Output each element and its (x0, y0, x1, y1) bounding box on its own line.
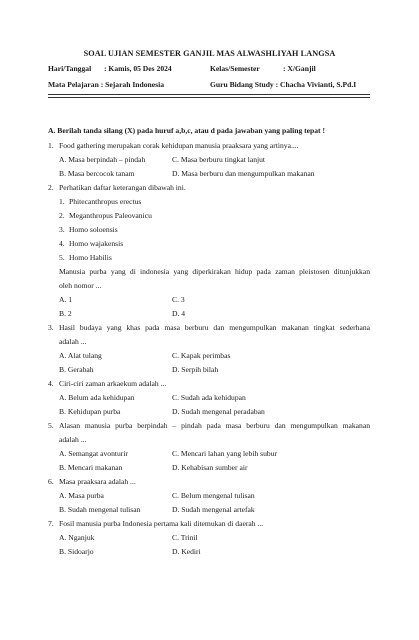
option-b: B. Sidoarjo (59, 547, 94, 556)
list-item: Meganthropus Paleovanicu (69, 211, 152, 220)
option-d: D. Sudah mengenal peradaban (172, 407, 265, 416)
question-number: 1. (48, 141, 54, 150)
option-b: B. Sudah mengenal tulisan (59, 505, 141, 514)
list-item-number: 2. (59, 211, 65, 220)
option-a: A. Masa berpindah – pindah (59, 155, 146, 164)
question-number: 2. (48, 183, 54, 192)
option-c: C. Sudah ada kehidupan (172, 393, 246, 402)
question-text: Perhatikan daftar keterangan dibawah ini. (59, 183, 186, 192)
header-rule-bottom (48, 97, 370, 98)
option-b: B. Gerabah (59, 365, 94, 374)
list-item: Homo Habilis (69, 253, 112, 262)
question-number: 5. (48, 421, 54, 430)
list-item-number: 1. (59, 197, 65, 206)
question-text: Ciri-ciri zaman arkaekum adalah ... (59, 379, 167, 388)
subject-label: Mata Pelajaran : Sejarah Indonesia (48, 80, 165, 89)
option-c: C. 3 (172, 295, 185, 304)
question-number: 4. (48, 379, 54, 388)
list-item-number: 3. (59, 225, 65, 234)
option-a: A. Masa purba (59, 491, 104, 500)
class-value: : X/Ganjil (283, 64, 316, 73)
option-a: A. Semangat avonturir (59, 449, 128, 458)
list-item-number: 5. (59, 253, 65, 262)
question-text: Fosil manusia purba Indonesia pertama kali ditemukan di daerah ... (59, 519, 264, 528)
option-b: B. Masa bercocok tanam (59, 169, 135, 178)
class-label: Kelas/Semester (210, 64, 260, 73)
question-text: Hasil budaya yang khas pada masa berburu dan mengumpulkan makanan tingkat sederhana (59, 323, 370, 332)
option-b: B. Mencari makanan (59, 463, 123, 472)
option-d: D. Masa berburu dan mengumpulkan makanan (172, 169, 315, 178)
option-c: C. Mencari lahan yang lebih subur (172, 449, 278, 458)
option-d: D. Sudah mengenal artefak (172, 505, 255, 514)
question-number: 3. (48, 323, 54, 332)
list-item: Homo soloensis (69, 225, 118, 234)
option-a: A. 1 (59, 295, 73, 304)
option-a: A. Alat tulang (59, 351, 102, 360)
question-text: Food gathering merupakan corak kehidupan manusia praaksara yang artinya.... (59, 141, 299, 150)
question-text: adalah ... (59, 435, 87, 444)
option-a: A. Nganjuk (59, 533, 95, 542)
option-b: B. Kehidupan purba (59, 407, 121, 416)
date-label: Hari/Tanggal (48, 64, 92, 73)
exam-title: SOAL UJIAN SEMESTER GANJIL MAS ALWASHLIYAH LANGSA (83, 49, 336, 58)
question-number: 6. (48, 477, 54, 486)
list-item: Homo wajakensis (69, 239, 124, 248)
teacher-label: Guru Bidang Study : Chacha Vivianti, S.Pd.I (210, 80, 357, 89)
list-item: Phitecanthropus erectus (69, 197, 142, 206)
question-text: Masa praaksara adalah ... (59, 477, 136, 486)
option-c: C. Masa berburu tingkat lanjut (172, 155, 266, 164)
option-d: D. Kehabisan sumber air (172, 463, 248, 472)
option-b: B. 2 (59, 309, 72, 318)
header-rule-top (48, 94, 370, 95)
option-d: D. Kediri (172, 547, 201, 556)
option-c: C. Belum mengenal tulisan (172, 491, 255, 500)
date-value: : Kamis, 05 Des 2024 (104, 64, 172, 73)
list-item-number: 4. (59, 239, 65, 248)
question-text: oleh nomor ... (59, 281, 102, 290)
option-a: A. Belum ada kehidupan (59, 393, 135, 402)
question-text: adalah ... (59, 337, 87, 346)
option-c: C. Kapak perimbas (172, 351, 231, 360)
section-instruction: A. Berilah tanda silang (X) pada huruf a,b,c, atau d pada jawaban yang paling tepat ! (48, 126, 326, 135)
option-c: C. Trinil (172, 533, 198, 542)
question-text: Manusia purba yang di indonesia yang diperkirakan hidup pada zaman pleistosen ditunjukkan (59, 267, 370, 276)
option-d: D. Serpih bilah (172, 365, 219, 374)
question-number: 7. (48, 519, 54, 528)
question-text: Alasan manusia purba berpindah – pindah pada masa berburu dan mengumpulkan makanan (59, 421, 370, 430)
option-d: D. 4 (172, 309, 186, 318)
